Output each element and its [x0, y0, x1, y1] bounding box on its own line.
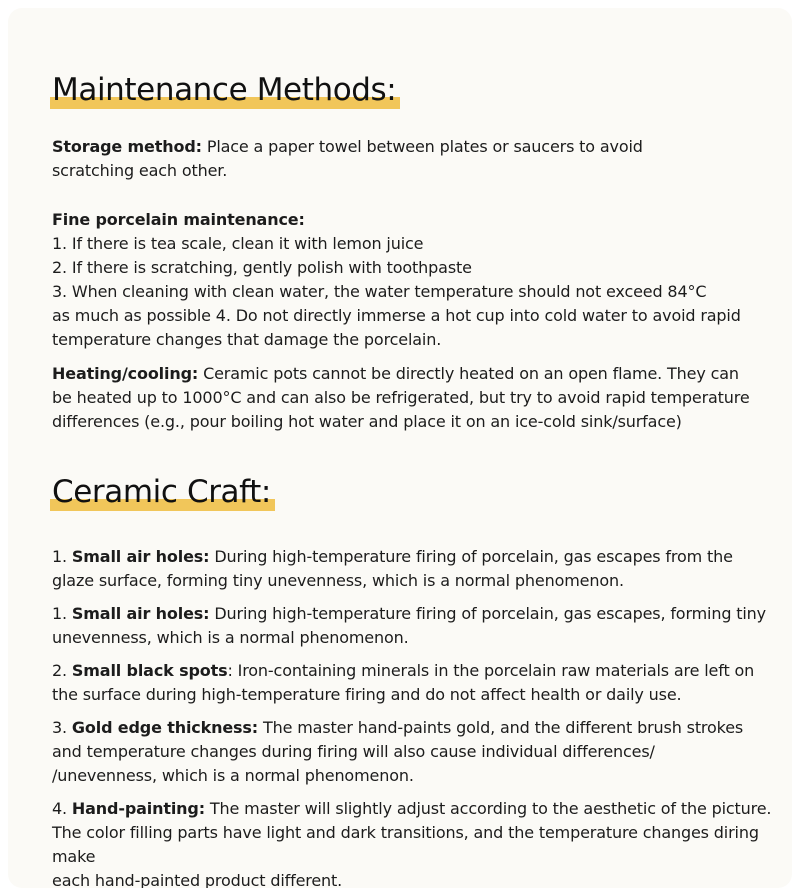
craft-item-label: Small air holes:: [71, 547, 210, 566]
craft-item-text: unevenness, which is a normal phenomenon.: [52, 628, 409, 647]
craft-item-text: The color filling parts have light and dark transitions, and the temperature changes diring make: [52, 823, 759, 866]
fine-porcelain-line: 2. If there is scratching, gently polish with toothpaste: [52, 258, 472, 277]
fine-porcelain-label: Fine porcelain maintenance:: [52, 210, 305, 229]
craft-item: [52, 797, 782, 888]
heating-cooling-label: Heating/cooling:: [52, 364, 199, 383]
craft-item-text: /unevenness, which is a normal phenomenon.: [52, 766, 414, 785]
craft-item-line-1: [52, 602, 782, 626]
craft-item-number: 2.: [52, 661, 72, 680]
craft-item: [52, 716, 782, 788]
craft-item-text: During high-temperature firing of porcelain, gas escapes, forming tiny: [209, 604, 766, 623]
heating-cooling-paragraph: [52, 362, 782, 434]
heating-cooling-text-3: differences (e.g., pour boiling hot water and place it on an ice-cold sink/surface): [52, 412, 682, 431]
craft-item-text: During high-temperature firing of porcelain, gas escapes from the: [209, 547, 733, 566]
craft-item-text: The master hand-paints gold, and the different brush strokes: [258, 718, 744, 737]
craft-item: [52, 602, 782, 650]
craft-item-text: the surface during high-temperature firing and do not affect health or daily use.: [52, 685, 682, 704]
content: [52, 70, 782, 888]
heating-line-1: [52, 362, 782, 386]
craft-item-label: Gold edge thickness:: [71, 718, 259, 737]
storage-method-text-2: scratching each other.: [52, 161, 228, 180]
fine-porcelain-paragraph: [52, 208, 782, 352]
craft-item-line-1: [52, 545, 782, 569]
craft-item: [52, 659, 782, 707]
craft-item-label: Hand-painting:: [71, 799, 205, 818]
craft-item-number: 4.: [52, 799, 72, 818]
maintenance-heading: Maintenance Methods:: [52, 72, 397, 108]
heating-cooling-text-2: be heated up to 1000°C and can also be refrigerated, but try to avoid rapid temperature: [52, 388, 750, 407]
heating-cooling-text-1: Ceramic pots cannot be directly heated on an open flame. They can: [198, 364, 739, 383]
craft-item-number: 3.: [52, 718, 72, 737]
page: [8, 8, 792, 888]
craft-item-number: 1.: [52, 604, 72, 623]
craft-item-number: 1.: [52, 547, 72, 566]
craft-item-line-1: [52, 659, 782, 683]
fine-porcelain-line: temperature changes that damage the porcelain.: [52, 330, 442, 349]
storage-line-1: [52, 135, 782, 159]
fine-porcelain-line: 1. If there is tea scale, clean it with lemon juice: [52, 234, 424, 253]
craft-item: [52, 545, 782, 593]
maintenance-heading-wrap: [52, 70, 396, 110]
craft-heading: Ceramic Craft:: [52, 474, 271, 510]
craft-heading-wrap: [52, 472, 271, 512]
craft-item-text: each hand-painted product different.: [52, 871, 343, 888]
storage-method-label: Storage method:: [52, 137, 202, 156]
craft-item-label: Small air holes:: [71, 604, 210, 623]
craft-item-label: Small black spots: [71, 661, 228, 680]
craft-item-line-1: [52, 797, 782, 821]
craft-item-text: glaze surface, forming tiny unevenness, which is a normal phenomenon.: [52, 571, 624, 590]
craft-item-text: and temperature changes during firing will also cause individual differences/: [52, 742, 655, 761]
craft-item-text: : Iron-containing minerals in the porcelain raw materials are left on: [227, 661, 755, 680]
storage-method-text-1: Place a paper towel between plates or saucers to avoid: [201, 137, 643, 156]
fine-porcelain-line: 3. When cleaning with clean water, the water temperature should not exceed 84°C: [52, 282, 707, 301]
craft-item-line-1: [52, 716, 782, 740]
craft-item-text: The master will slightly adjust according to the aesthetic of the picture.: [204, 799, 772, 818]
fine-porcelain-line: as much as possible 4. Do not directly immerse a hot cup into cold water to avoid rapid: [52, 306, 741, 325]
storage-method-paragraph: [52, 135, 782, 183]
